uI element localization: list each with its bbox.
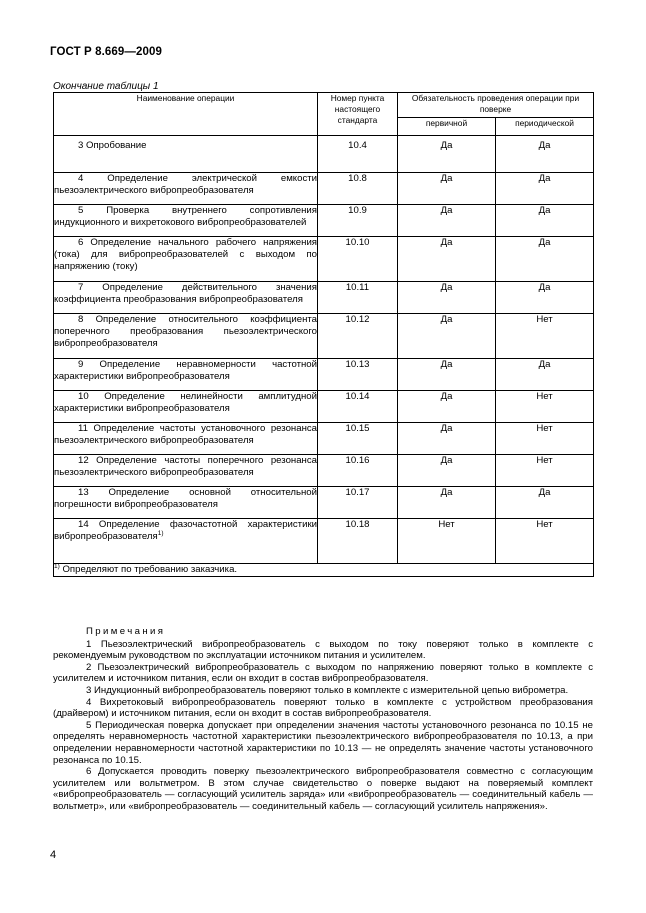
clause-number: 10.16 [318,454,398,486]
table-row [54,281,594,313]
clause-number: 10.12 [318,313,398,358]
table-row [54,358,594,390]
table-row [54,236,594,281]
clause-number: 10.15 [318,422,398,454]
primary-verification: Да [398,454,496,486]
periodic-verification: Нет [496,454,594,486]
primary-verification: Да [398,236,496,281]
operation-name: 13 Определение основной относительной погрешности вибропреобразователя [54,486,317,510]
operation-name: 9 Определение неравномерности частотной характеристики вибропреобразователя [54,358,317,382]
column-header-primary: первичной [398,117,496,135]
periodic-verification: Да [496,172,594,204]
note-item: 1 Пьезоэлектрический вибропреобразователь с выходом по току поверяют только в комплекте с рекомендуемым руководством по эксплуатации источником питания и усилителем. [53,638,593,662]
clause-number: 10.10 [318,236,398,281]
footnote-reference: 1) [157,529,164,537]
column-header-clause: Номер пункта настоящего стандарта [318,93,398,136]
table-caption: Окончание таблицы 1 [53,81,159,92]
operation-name: 6 Определение начального рабочего напряжения (тока) для вибропреобразователей с выходом по напряжению (току) [54,236,317,272]
note-item: 5 Периодическая поверка допускает при определении значения частоты установочного резонанса по 10.15 не определять неравномерность частотной характеристики пьезоэлектрического вибропреобразователя по 10.13, а при определении неравномерности частотной характеристики по 10.13 — не определять значение частоты установочного резонанса по 10.15. [53,719,593,766]
table-row [54,518,594,563]
operation-name: 11 Определение частоты установочного резонанса пьезоэлектрического вибропреобразователя [54,422,317,446]
clause-number: 10.13 [318,358,398,390]
periodic-verification: Да [496,140,594,172]
operation-name-cell [54,518,318,563]
primary-verification: Да [398,281,496,313]
notes-section [53,626,593,813]
operation-name: 12 Определение частоты поперечного резонанса пьезоэлектрического вибропреобразователя [54,454,317,478]
operation-name: 10 Определение нелинейности амплитудной характеристики вибропреобразователя [54,390,317,414]
table-row [54,486,594,518]
operation-name-cell [54,236,318,281]
periodic-verification: Да [496,281,594,313]
table-row [54,204,594,236]
note-item: 3 Индукционный вибропреобразователь поверяют только в комплекте с измерительной цепью виброметра. [86,684,569,696]
table-footnote [54,563,594,576]
operation-name: 8 Определение относительного коэффициента поперечного преобразования пьезоэлектрического вибропреобразователя [54,313,317,349]
operation-name-cell [54,454,318,486]
periodic-verification: Да [496,236,594,281]
operation-name: 7 Определение действительного значения коэффициента преобразования вибропреобразователя [54,281,317,305]
operation-name-cell [54,486,318,518]
operation-name: 3 Опробование [78,140,147,151]
footnote-mark: 1) [54,562,60,570]
page-number: 4 [50,849,57,861]
primary-verification: Да [398,172,496,204]
table-row [54,313,594,358]
table-row [54,422,594,454]
operations-table [53,92,594,577]
notes-title: Примечания [86,626,166,637]
operation-name-cell [54,281,318,313]
column-header-name: Наименование операции [54,93,318,136]
note-item: 4 Вихретоковый вибропреобразователь поверяют только в комплекте с устройством преобразования (драйвером) и источником питания, если он входит в состав вибропреобразователя. [53,696,593,720]
table-row [54,140,594,172]
operation-name: 5 Проверка внутреннего сопротивления индукционного и вихретокового вибропреобразователей [54,204,317,228]
operation-name: 4 Определение электрической емкости пьезоэлектрического вибропреобразователя [54,172,317,196]
periodic-verification: Да [496,204,594,236]
operation-name-cell [54,204,318,236]
periodic-verification: Нет [496,518,594,563]
table-row [54,172,594,204]
primary-verification: Да [398,313,496,358]
column-header-obligation: Обязательность проведения операции при поверке [398,93,594,118]
operation-name-cell [54,422,318,454]
primary-verification: Да [398,140,496,172]
operation-name-cell [54,313,318,358]
footnote-text: Определяют по требованию заказчика. [62,563,238,575]
periodic-verification: Да [496,358,594,390]
periodic-verification: Нет [496,422,594,454]
primary-verification: Нет [398,518,496,563]
note-item: 2 Пьезоэлектрический вибропреобразователь с выходом по напряжению поверяют только в комплекте с усилителем и источником питания, если он входит в состав вибропреобразователя. [53,661,593,685]
note-item: 6 Допускается проводить поверку пьезоэлектрического вибропреобразователя совместно с согласующим усилителем или вольтметром. В этом случае свидетельство о поверке выдают на поверяемый комплект «вибропреобразователь — согласующий усилитель заряда» или «вибропреобразователь — соединительный кабель — вольтметр», или «вибропреобразователь — соединительный кабель — согласующий усилитель напряжения». [53,766,593,812]
document-code: ГОСТ Р 8.669—2009 [50,46,162,58]
primary-verification: Да [398,204,496,236]
clause-number: 10.11 [318,281,398,313]
clause-number: 10.9 [318,204,398,236]
clause-number: 10.17 [318,486,398,518]
clause-number: 10.8 [318,172,398,204]
clause-number: 10.18 [318,518,398,563]
operation-name-cell [54,172,318,204]
operation-name-cell [54,140,318,172]
operation-name: 14 Определение фазочастотной характеристики вибропреобразователя [54,518,317,542]
column-header-periodic: периодической [496,117,594,135]
periodic-verification: Нет [496,390,594,422]
clause-number: 10.4 [318,140,398,172]
table-row [54,390,594,422]
periodic-verification: Нет [496,313,594,358]
primary-verification: Да [398,358,496,390]
primary-verification: Да [398,486,496,518]
primary-verification: Да [398,390,496,422]
primary-verification: Да [398,422,496,454]
periodic-verification: Да [496,486,594,518]
operation-name-cell [54,390,318,422]
operation-name-cell [54,358,318,390]
clause-number: 10.14 [318,390,398,422]
table-row [54,454,594,486]
